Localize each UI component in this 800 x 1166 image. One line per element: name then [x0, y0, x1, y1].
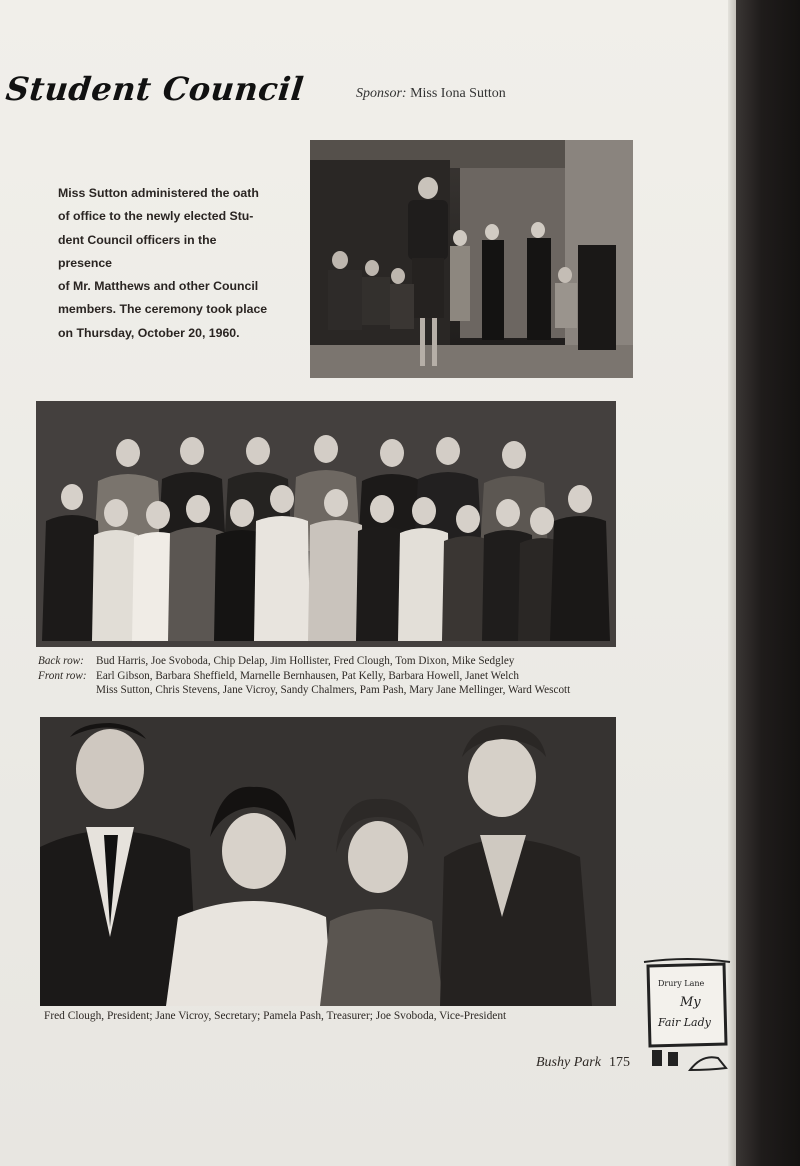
back-row-names: Bud Harris, Joe Svoboda, Chip Delap, Jim Hollister, Fred Clough, Tom Dixon, Mike Sedgley — [96, 655, 515, 667]
page-title: Student Council — [4, 70, 306, 108]
sketch-line-1: Drury Lane — [658, 979, 705, 988]
council-group-photo — [36, 401, 616, 647]
sponsor-line — [356, 86, 506, 102]
caption-line: of office to the newly elected Stu- — [58, 209, 254, 224]
back-row-label: Back row: — [38, 655, 84, 667]
officers-photo — [40, 717, 616, 1006]
ceremony-photo — [310, 140, 633, 378]
sketch-line-2: My — [680, 995, 701, 1010]
page-footer — [536, 1055, 630, 1071]
officers-caption: Fred Clough, President; Jane Vicroy, Secretary; Pamela Pash, Treasurer; Joe Svoboda, Vice-President — [44, 1010, 507, 1022]
front-row-label: Front row: — [38, 669, 87, 682]
group-caption — [38, 654, 570, 698]
caption-line: of Mr. Matthews and other Council — [58, 279, 259, 294]
sponsor-name: Miss Iona Sutton — [410, 86, 506, 101]
caption-line: members. The ceremony took place — [58, 302, 268, 317]
book-title: Bushy Park — [536, 1055, 601, 1070]
book-spine — [736, 0, 800, 1166]
front-row-line — [38, 669, 570, 684]
sketch-line-3: Fair Lady — [658, 1016, 711, 1029]
caption-line: Miss Sutton administered the oath — [58, 186, 259, 200]
front-row-names-continued: Miss Sutton, Chris Stevens, Jane Vicroy, Sandy Chalmers, Pam Pash, Mary Jane Mellinger, Ward Wescott — [96, 684, 571, 697]
page-number: 175 — [608, 1055, 630, 1070]
back-row-line — [38, 654, 570, 669]
caption-line: on Thursday, October 20, 1960. — [58, 325, 240, 340]
my-fair-lady-sketch-icon — [640, 958, 736, 1078]
sponsor-label: Sponsor: — [356, 86, 407, 101]
front-row-names: Earl Gibson, Barbara Sheffield, Marnelle Bernhausen, Pat Kelly, Barbara Howell, Janet Welch — [96, 669, 519, 682]
caption-line: dent Council officers in the presence — [58, 232, 217, 270]
ceremony-caption — [58, 182, 273, 345]
